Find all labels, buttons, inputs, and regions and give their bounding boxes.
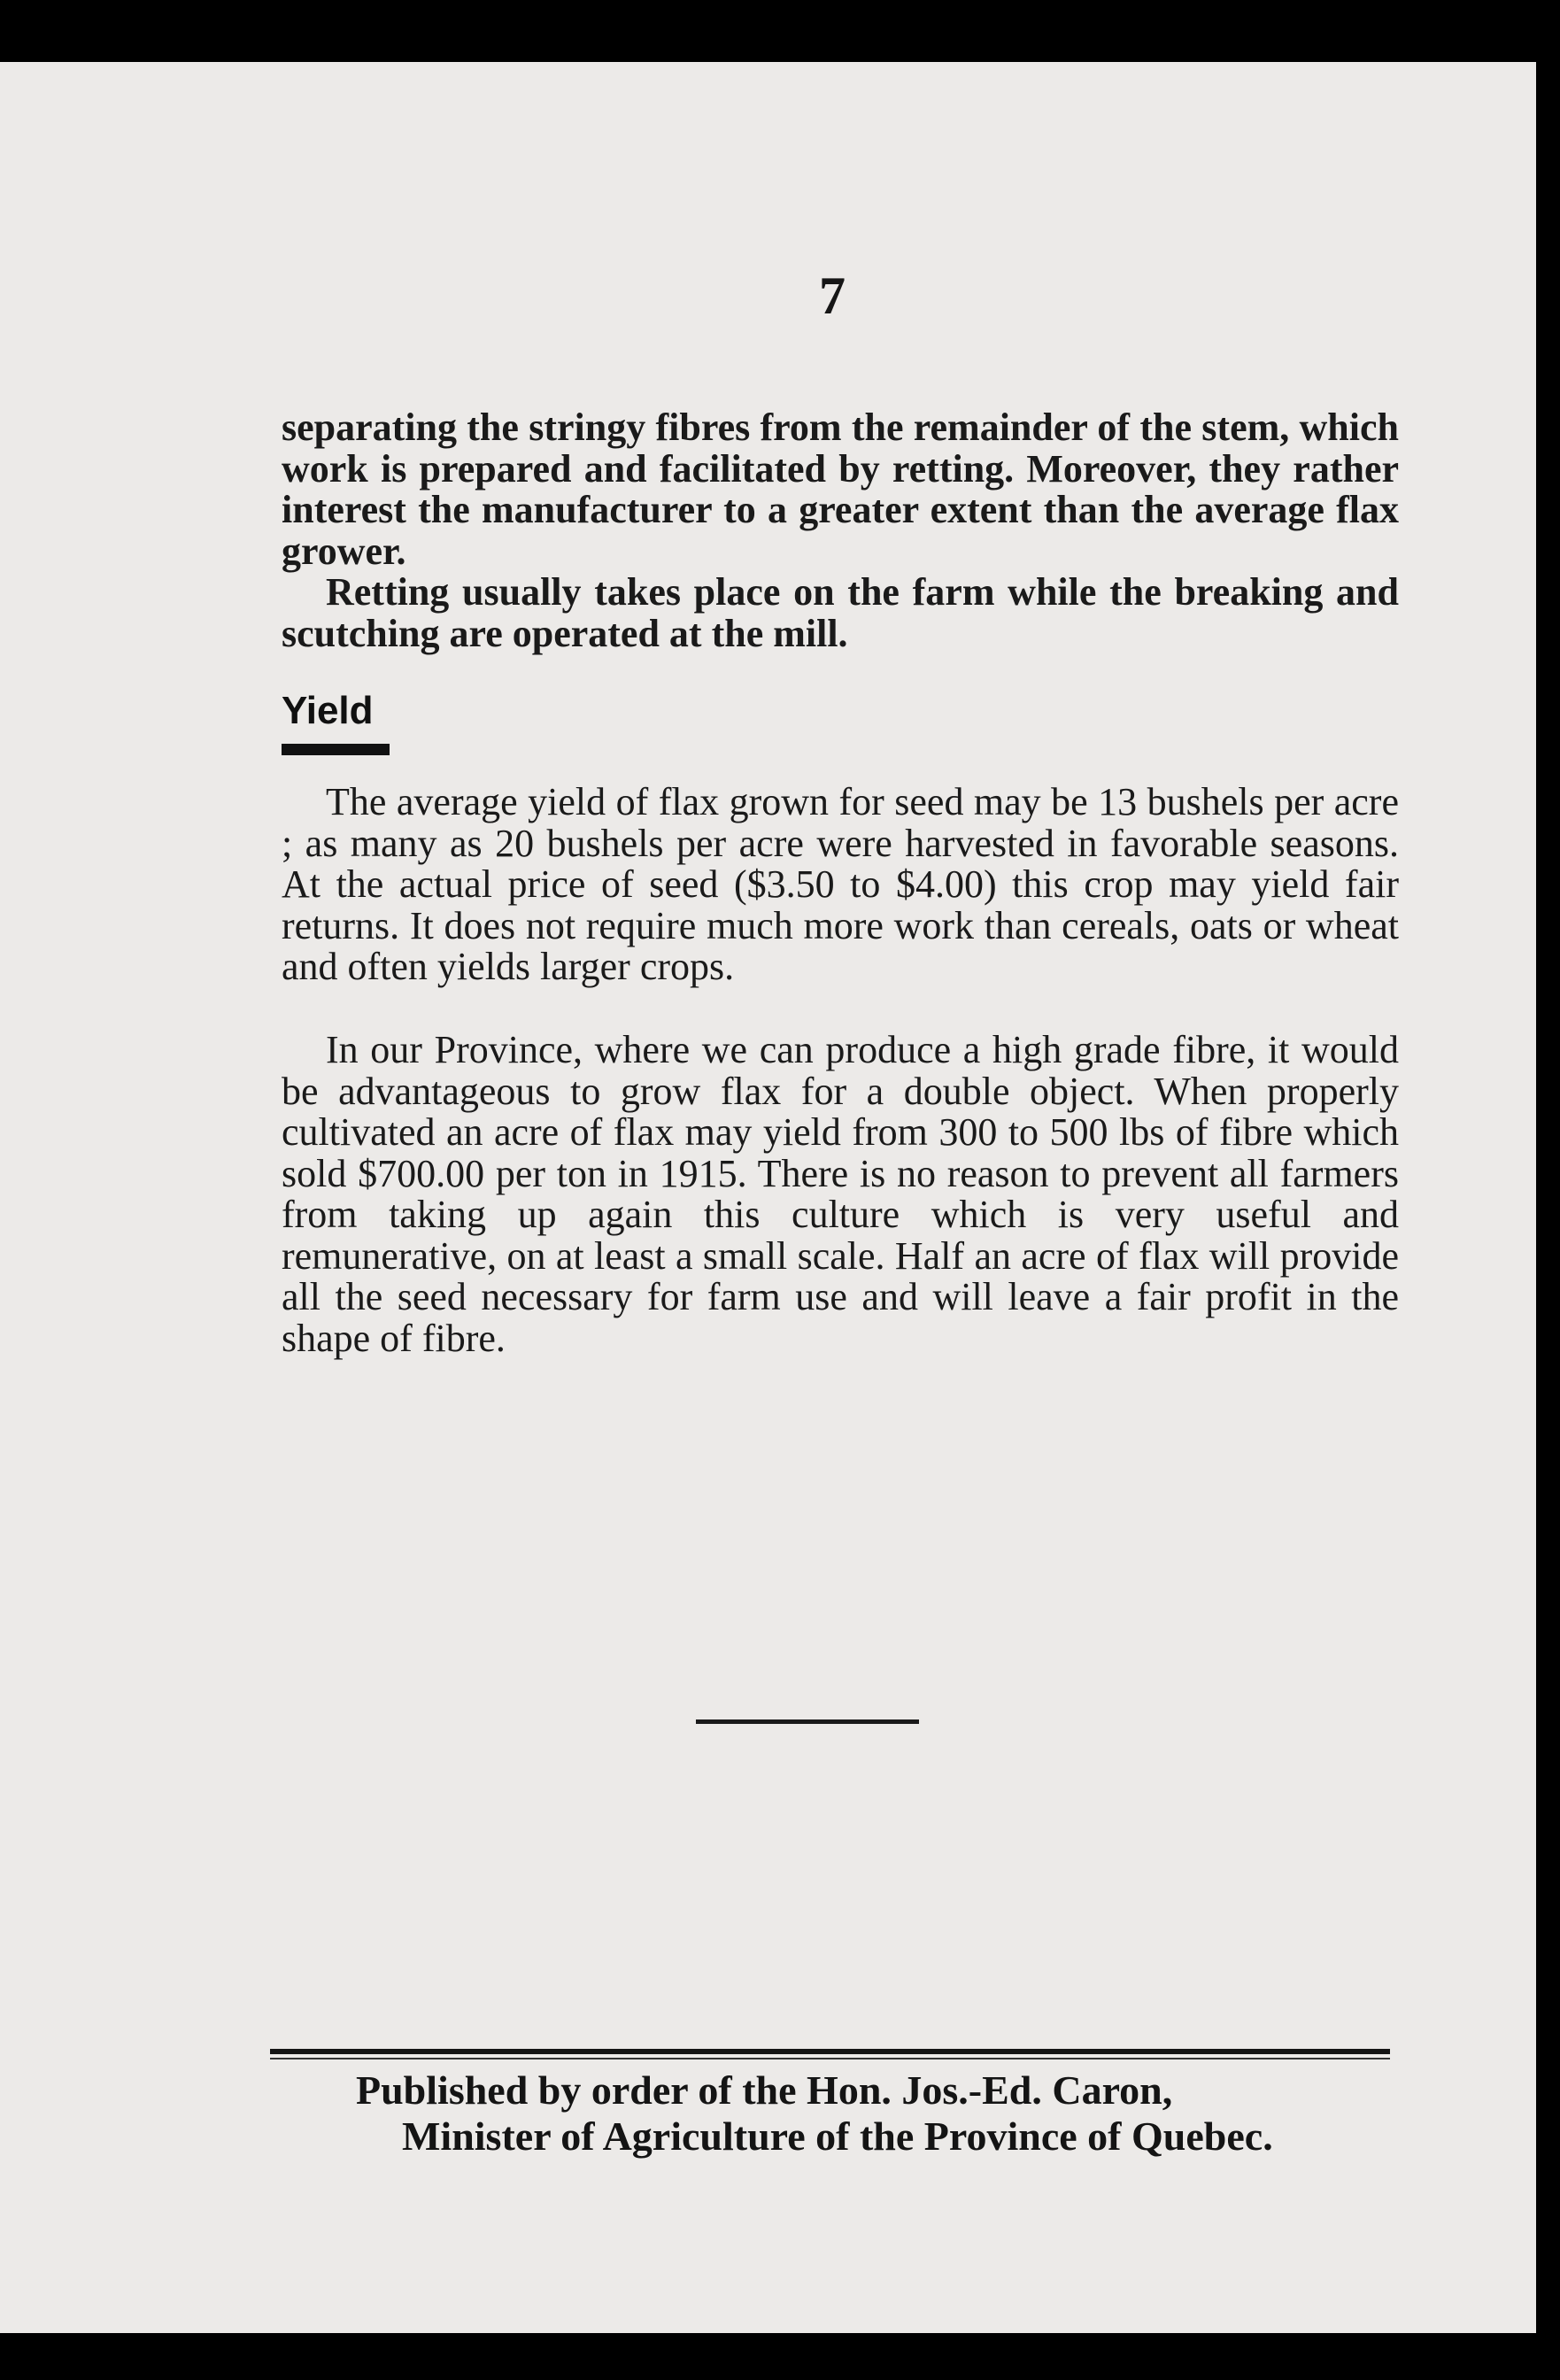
paragraph-average-yield: The average yield of flax grown for seed may be 13 bushels per acre ; as many as 20 bushels per acre were harvested in favorable seasons. At the actual price of seed ($3.50 to $4.00) this crop may yield fair returns. It does not require much more work than cereals, oats or wheat and often yields larger crops.	[282, 780, 1399, 988]
footer-minister-line: Minister of Agriculture of the Province of Quebec.	[402, 2113, 1273, 2159]
section-heading-yield: Yield	[282, 689, 374, 732]
section-divider	[696, 1719, 919, 1724]
page-number: 7	[819, 267, 846, 325]
heading-underline	[282, 744, 390, 755]
footer-publisher-line: Published by order of the Hon. Jos.-Ed. Caron,	[356, 2067, 1173, 2113]
paragraph-retting: Retting usually takes place on the farm while the breaking and scutching are operated at the mill.	[282, 570, 1399, 655]
footer-rule	[270, 2049, 1390, 2054]
paragraph-separating: separating the stringy fibres from the remainder of the stem, which work is prepared and facilitated by retting. Moreover, they rather interest the manufacturer to a greater extent than the average flax grower.	[282, 406, 1399, 573]
footer-rule-thin	[270, 2058, 1390, 2059]
paragraph-province: In our Province, where we can produce a high grade fibre, it would be advantageous to grow flax for a double object. When properly cultivated an acre of flax may yield from 300 to 500 lbs of fibre which sold $700.00 per ton in 1915. There is no reason to prevent all farmers from taking up again this culture which is very useful and remunerative, on at least a small scale. Half an acre of flax will provide all the seed necessary for farm use and will leave a fair profit in the shape of fibre.	[282, 1028, 1399, 1360]
